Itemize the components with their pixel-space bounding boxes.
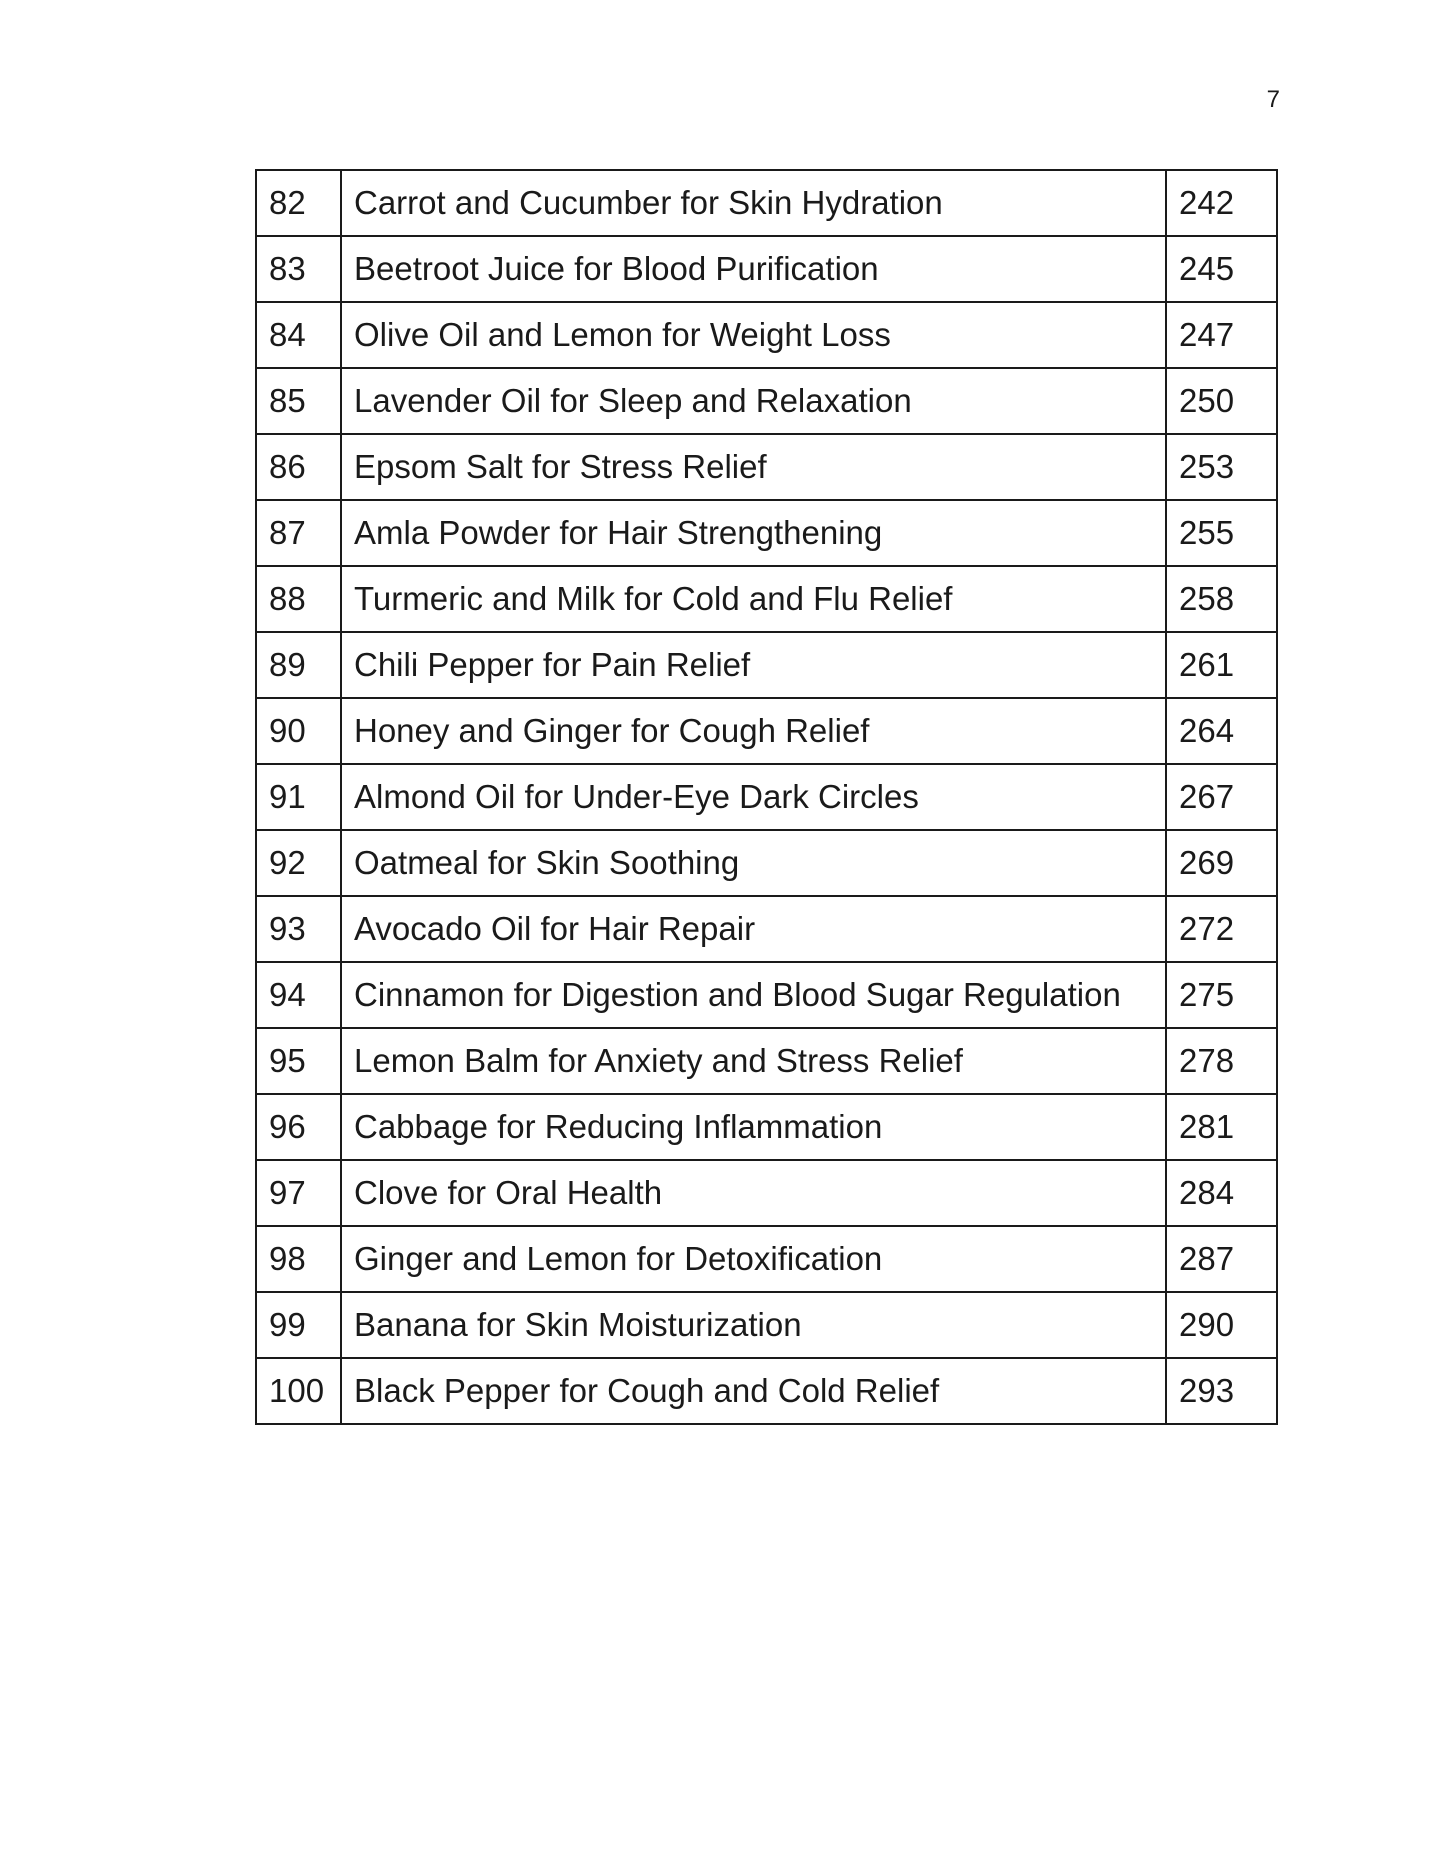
table-row [256, 170, 1277, 236]
table-row [256, 632, 1277, 698]
chapter-title: Olive Oil and Lemon for Weight Loss [341, 302, 1166, 368]
table-row [256, 566, 1277, 632]
chapter-title: Almond Oil for Under-Eye Dark Circles [341, 764, 1166, 830]
toc-body [256, 170, 1277, 1424]
chapter-number: 97 [256, 1160, 341, 1226]
chapter-page: 275 [1166, 962, 1277, 1028]
chapter-page: 255 [1166, 500, 1277, 566]
chapter-number: 87 [256, 500, 341, 566]
chapter-page: 269 [1166, 830, 1277, 896]
chapter-page: 245 [1166, 236, 1277, 302]
chapter-title: Amla Powder for Hair Strengthening [341, 500, 1166, 566]
chapter-number: 84 [256, 302, 341, 368]
table-row [256, 302, 1277, 368]
chapter-page: 290 [1166, 1292, 1277, 1358]
chapter-page: 267 [1166, 764, 1277, 830]
table-row [256, 1094, 1277, 1160]
chapter-number: 95 [256, 1028, 341, 1094]
chapter-title: Honey and Ginger for Cough Relief [341, 698, 1166, 764]
table-of-contents [255, 169, 1278, 1425]
chapter-title: Black Pepper for Cough and Cold Relief [341, 1358, 1166, 1424]
chapter-number: 89 [256, 632, 341, 698]
chapter-number: 86 [256, 434, 341, 500]
chapter-page: 287 [1166, 1226, 1277, 1292]
chapter-title: Oatmeal for Skin Soothing [341, 830, 1166, 896]
chapter-page: 264 [1166, 698, 1277, 764]
chapter-number: 92 [256, 830, 341, 896]
chapter-page: 250 [1166, 368, 1277, 434]
table-row [256, 368, 1277, 434]
table-row [256, 1292, 1277, 1358]
chapter-number: 94 [256, 962, 341, 1028]
chapter-page: 281 [1166, 1094, 1277, 1160]
chapter-number: 82 [256, 170, 341, 236]
chapter-page: 261 [1166, 632, 1277, 698]
table-row [256, 698, 1277, 764]
chapter-number: 98 [256, 1226, 341, 1292]
chapter-number: 83 [256, 236, 341, 302]
chapter-page: 258 [1166, 566, 1277, 632]
chapter-page: 253 [1166, 434, 1277, 500]
table-row [256, 764, 1277, 830]
chapter-title: Epsom Salt for Stress Relief [341, 434, 1166, 500]
table-row [256, 1160, 1277, 1226]
chapter-page: 293 [1166, 1358, 1277, 1424]
table-row [256, 236, 1277, 302]
chapter-page: 278 [1166, 1028, 1277, 1094]
chapter-number: 88 [256, 566, 341, 632]
table-row [256, 962, 1277, 1028]
chapter-title: Lemon Balm for Anxiety and Stress Relief [341, 1028, 1166, 1094]
chapter-number: 90 [256, 698, 341, 764]
chapter-number: 93 [256, 896, 341, 962]
chapter-number: 85 [256, 368, 341, 434]
chapter-page: 284 [1166, 1160, 1277, 1226]
table-row [256, 500, 1277, 566]
chapter-title: Chili Pepper for Pain Relief [341, 632, 1166, 698]
chapter-number: 100 [256, 1358, 341, 1424]
chapter-title: Carrot and Cucumber for Skin Hydration [341, 170, 1166, 236]
chapter-title: Cinnamon for Digestion and Blood Sugar Regulation [341, 962, 1166, 1028]
chapter-title: Avocado Oil for Hair Repair [341, 896, 1166, 962]
table-row [256, 1358, 1277, 1424]
chapter-title: Clove for Oral Health [341, 1160, 1166, 1226]
chapter-title: Cabbage for Reducing Inflammation [341, 1094, 1166, 1160]
chapter-title: Turmeric and Milk for Cold and Flu Relief [341, 566, 1166, 632]
chapter-number: 96 [256, 1094, 341, 1160]
chapter-title: Lavender Oil for Sleep and Relaxation [341, 368, 1166, 434]
chapter-title: Ginger and Lemon for Detoxification [341, 1226, 1166, 1292]
table-row [256, 1028, 1277, 1094]
chapter-page: 242 [1166, 170, 1277, 236]
chapter-page: 272 [1166, 896, 1277, 962]
chapter-page: 247 [1166, 302, 1277, 368]
table-row [256, 830, 1277, 896]
chapter-title: Banana for Skin Moisturization [341, 1292, 1166, 1358]
chapter-number: 99 [256, 1292, 341, 1358]
page-number: 7 [1266, 86, 1280, 113]
chapter-number: 91 [256, 764, 341, 830]
table-row [256, 1226, 1277, 1292]
table-row [256, 434, 1277, 500]
chapter-title: Beetroot Juice for Blood Purification [341, 236, 1166, 302]
table-row [256, 896, 1277, 962]
